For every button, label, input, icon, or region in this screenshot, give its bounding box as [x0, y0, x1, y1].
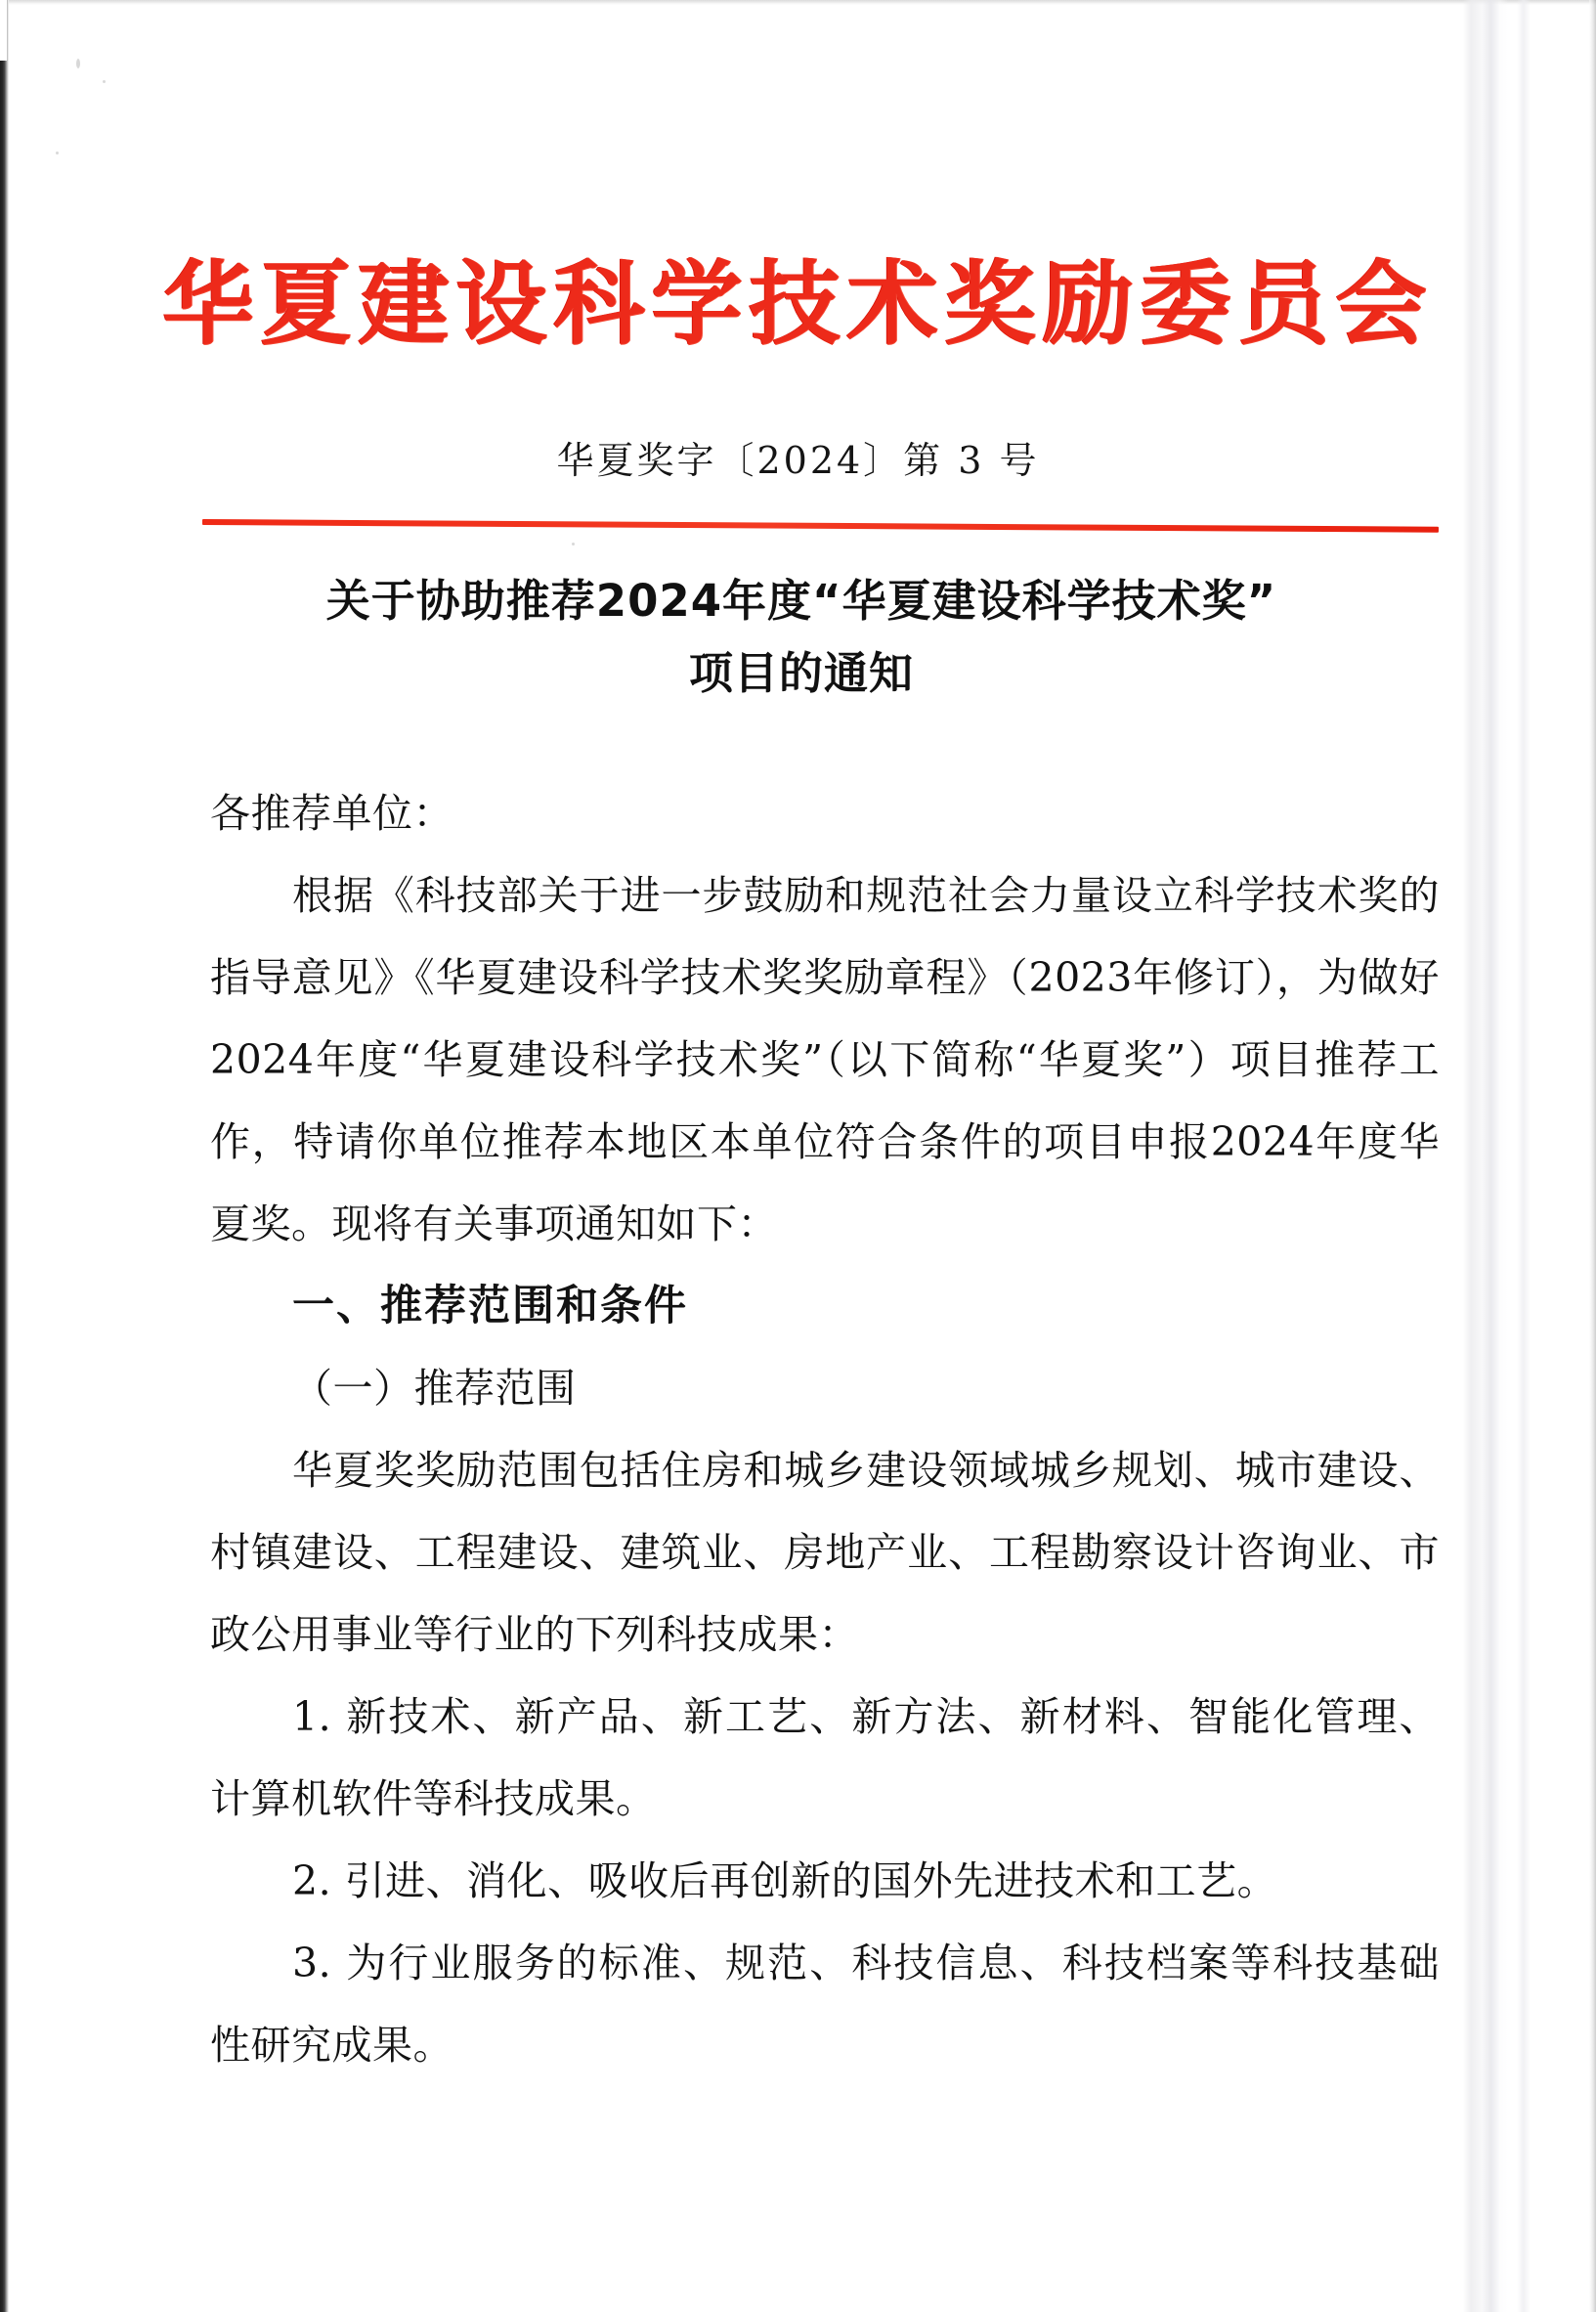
scope-item: 1. 新技术、新产品、新工艺、新方法、新材料、智能化管理、计算机软件等科技成果。: [210, 1693, 1440, 1822]
scope-item: 3. 为行业服务的标准、规范、科技信息、科技档案等科技基础性研究成果。: [210, 1940, 1440, 2069]
body-paragraph: 根据《科技部关于进一步鼓励和规范社会力量设立科学技术奖的指导意见》《华夏建设科学技术奖奖励章程》（2023年修订），为做好2024年度“华夏建设科学技术奖”（以下简称“华夏奖”）项目推荐工作，特请你单位推荐本地区本单位符合条件的项目申报2024年度华夏奖。现将有关事项通知如下：: [210, 872, 1440, 1247]
document-title-line-2: 项目的通知: [688, 647, 914, 699]
document-title-line-1: 关于协助推荐2024年度“华夏建设科学技术奖”: [325, 575, 1277, 627]
document-body: [210, 772, 1440, 2086]
document-serial-number: 华夏奖字〔2024〕第 3 号: [556, 439, 1040, 482]
salutation: 各推荐单位：: [210, 790, 453, 837]
section-heading-1: 一、推荐范围和条件: [292, 1282, 688, 1330]
red-divider-rule: [202, 519, 1439, 533]
scope-item: 2. 引进、消化、吸收后再创新的国外先进技术和工艺。: [292, 1857, 1278, 1904]
document-title: [244, 565, 1359, 710]
scope-paragraph: 华夏奖奖励范围包括住房和城乡建设领域城乡规划、城市建设、村镇建设、工程建设、建筑业、房地产业、工程勘察设计咨询业、市政公用事业等行业的下列科技成果：: [210, 1447, 1440, 1658]
subsection-heading-1: （一）推荐范围: [292, 1365, 577, 1412]
organization-banner: 华夏建设科学技术奖励委员会: [162, 251, 1434, 357]
